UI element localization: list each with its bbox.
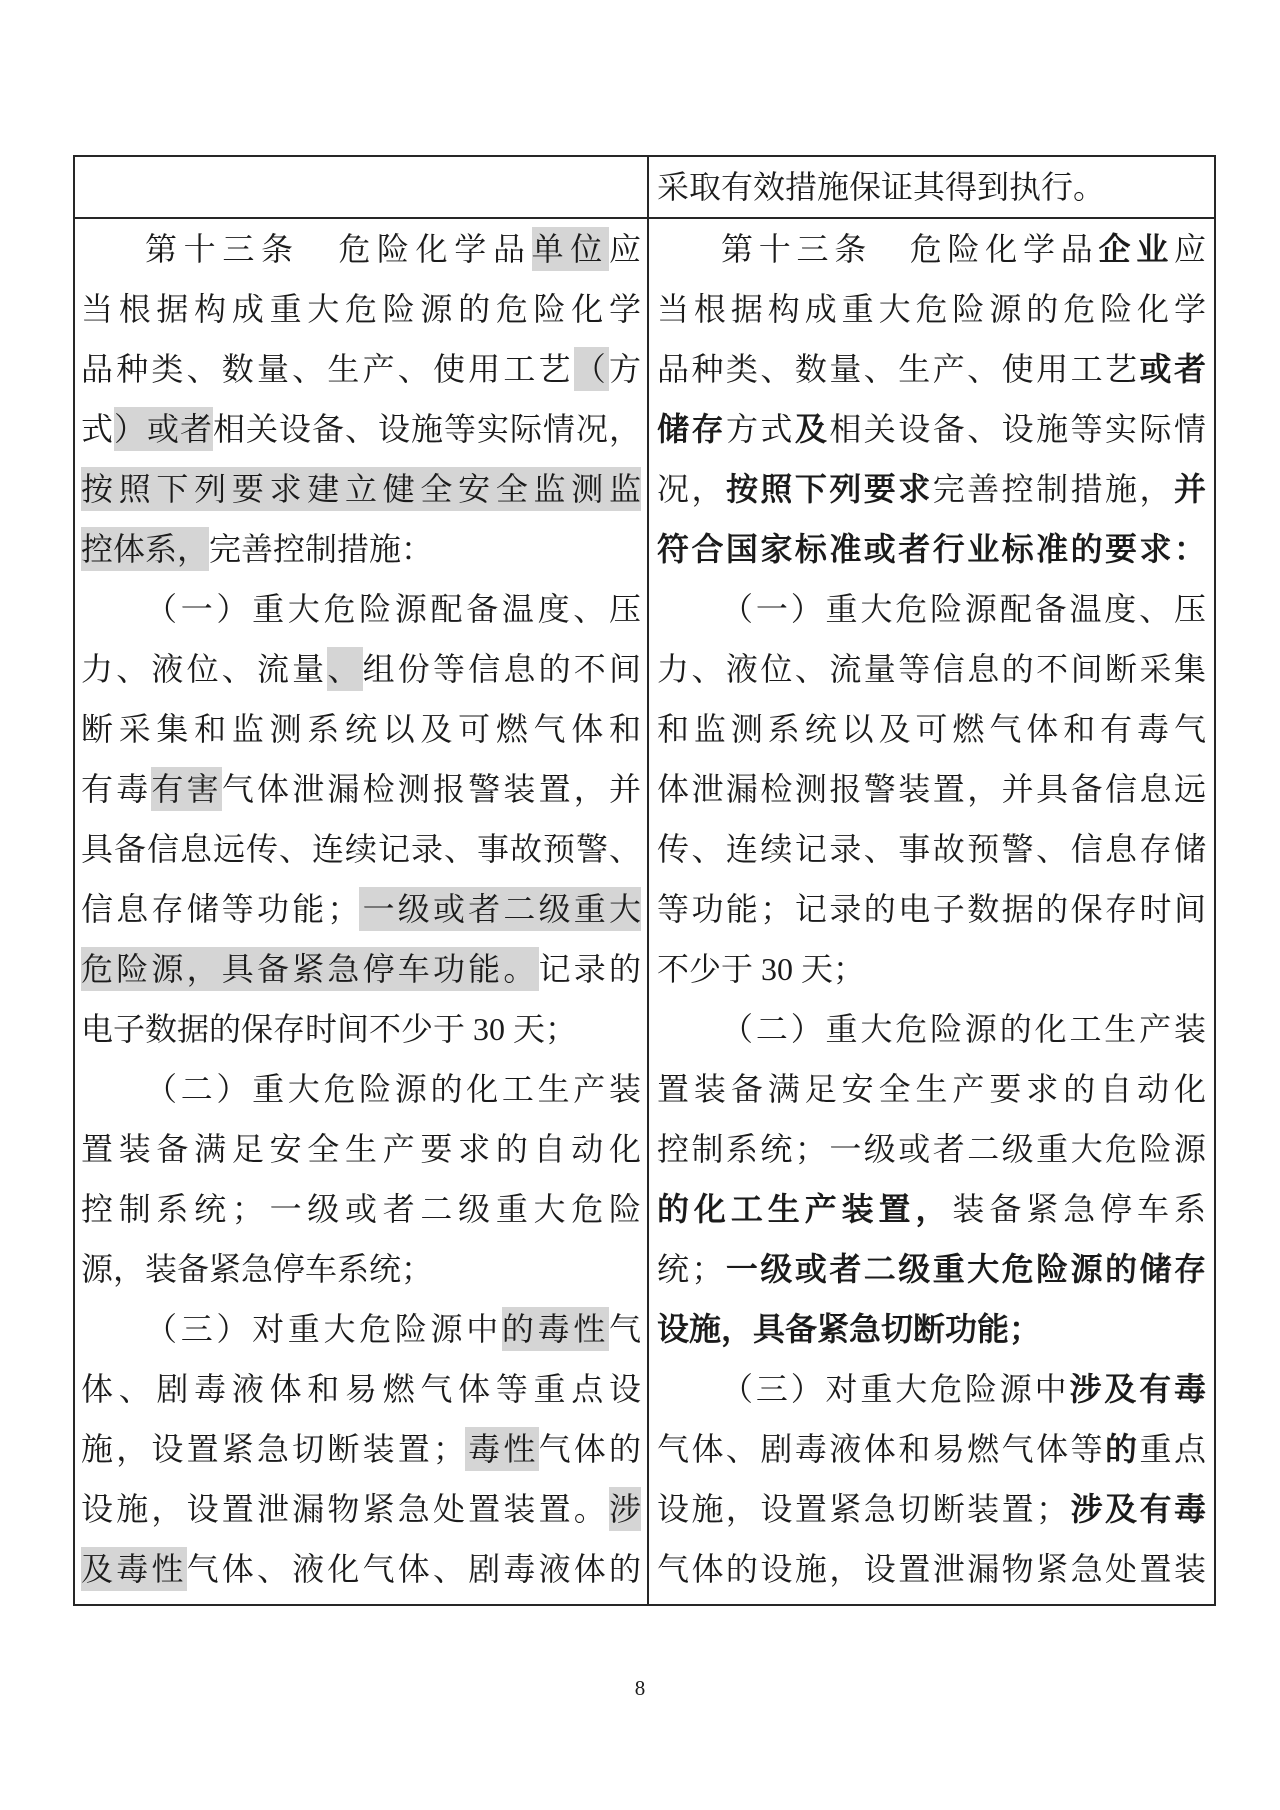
- text-line: （二）重大危险源的化工生产装: [721, 1011, 1206, 1047]
- text-line: 式）或者相关设备、设施等实际情况，: [81, 399, 641, 459]
- text-line: 危险源，具备紧急停车功能。记录的: [81, 939, 641, 999]
- table-row-article-13: [75, 219, 1214, 1604]
- text-line: 当根据构成重大危险源的危险化学: [657, 291, 1206, 327]
- old-text-cell: [75, 219, 647, 1604]
- text-line: 品种类、数量、生产、使用工艺（方: [81, 339, 641, 399]
- text-line: 气体、剧毒液体和易燃气体等的重点: [657, 1431, 1206, 1467]
- text-line: （二）重大危险源的化工生产装: [145, 1071, 641, 1107]
- text-line: 第十三条 危险化学品企业应: [721, 231, 1206, 267]
- text-line: 有毒有害气体泄漏检测报警装置，并: [81, 759, 641, 819]
- new-text-cell: [647, 219, 1214, 1604]
- text-line: 力、液位、流量等信息的不间断采集: [657, 651, 1206, 687]
- text-line: 采取有效措施保证其得到执行。: [657, 169, 1106, 205]
- text-line: 控制系统；一级或者二级重大危险源: [657, 1131, 1206, 1167]
- text-line: （三）对重大危险源中的毒性气: [81, 1299, 641, 1359]
- text-line: 具备信息远传、连续记录、事故预警、: [81, 831, 641, 867]
- text-line: 控制系统；一级或者二级重大危险: [81, 1191, 641, 1227]
- text-line: 品种类、数量、生产、使用工艺或者: [657, 351, 1206, 387]
- text-line: 设施，设置泄漏物紧急处置装置。涉: [81, 1479, 641, 1539]
- page-number: 8: [634, 1676, 646, 1700]
- text-line: 信息存储等功能；一级或者二级重大: [81, 879, 641, 939]
- text-line: 置装备满足安全生产要求的自动化: [657, 1071, 1206, 1107]
- text-line: 及毒性气体、液化气体、剧毒液体的: [81, 1539, 641, 1599]
- new-text-cell-carryover: [647, 157, 1214, 217]
- text-line: 按照下列要求建立健全安全监测监: [81, 459, 641, 519]
- text-line: 等功能；记录的电子数据的保存时间: [657, 891, 1206, 927]
- table-row-carryover: [75, 157, 1214, 219]
- text-line: 传、连续记录、事故预警、信息存储: [657, 831, 1206, 867]
- text-line: 施，设置紧急切断装置；毒性气体的: [81, 1419, 641, 1479]
- text-line: 体、剧毒液体和易燃气体等重点设: [81, 1371, 641, 1407]
- old-text-cell-carryover: [75, 157, 647, 217]
- text-line: 控体系，完善控制措施：: [81, 519, 641, 579]
- text-line: 断采集和监测系统以及可燃气体和: [81, 711, 641, 747]
- text-line: 的化工生产装置，装备紧急停车系: [657, 1191, 1206, 1227]
- text-line: 设施，具备紧急切断功能；: [657, 1311, 1042, 1347]
- text-line: 源，装备紧急停车系统；: [81, 1251, 434, 1287]
- text-line: 置装备满足安全生产要求的自动化: [81, 1131, 641, 1167]
- text-line: 气体的设施，设置泄漏物紧急处置装: [657, 1551, 1206, 1587]
- text-line: 电子数据的保存时间不少于 30 天；: [81, 1011, 578, 1047]
- text-line: 体泄漏检测报警装置，并具备信息远: [657, 771, 1206, 807]
- text-line: 力、液位、流量、组份等信息的不间: [81, 639, 641, 699]
- text-line: 况，按照下列要求完善控制措施，并: [657, 471, 1206, 507]
- text-line: 储存方式及相关设备、设施等实际情: [657, 411, 1206, 447]
- text-line: 统；一级或者二级重大危险源的储存: [657, 1251, 1206, 1287]
- text-line: 和监测系统以及可燃气体和有毒气: [657, 711, 1206, 747]
- text-line: （一）重大危险源配备温度、压: [145, 591, 641, 627]
- text-line: 不少于 30 天；: [657, 951, 866, 987]
- text-line: 符合国家标准或者行业标准的要求：: [657, 531, 1206, 567]
- text-line: 当根据构成重大危险源的危险化学: [81, 291, 641, 327]
- text-line: 第十三条 危险化学品单位应: [81, 219, 641, 279]
- text-line: （三）对重大危险源中涉及有毒: [721, 1371, 1206, 1407]
- text-line: （一）重大危险源配备温度、压: [721, 591, 1206, 627]
- text-line: 设施，设置紧急切断装置；涉及有毒: [657, 1491, 1206, 1527]
- comparison-table: [73, 155, 1216, 1606]
